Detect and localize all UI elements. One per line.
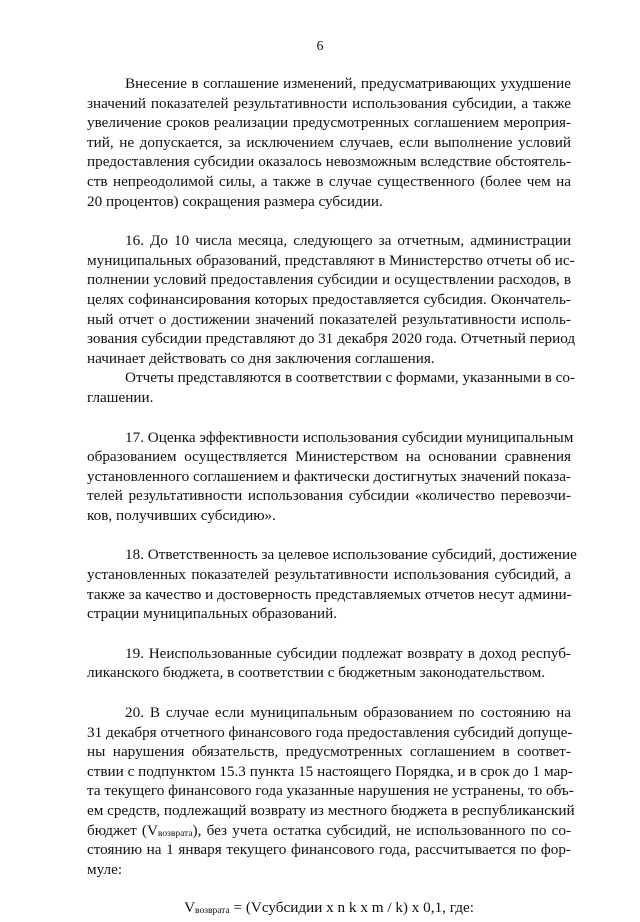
text-line: 19. Неиспользованные субсидии подлежат возврату в доход респуб-	[125, 644, 571, 662]
text-line: образованием осуществляется Министерством на основании сравнения	[87, 448, 571, 466]
text-line: зования субсидии представляют до 31 декабря 2020 года. Отчетный период	[87, 330, 576, 348]
text-line: глашении.	[87, 388, 154, 406]
text-line: значений показателей результативности использования субсидии, а также	[87, 94, 571, 112]
paragraph-19	[87, 644, 571, 683]
text-line: 20 процентов) сокращения размера субсидии.	[87, 192, 383, 210]
paragraph-16	[87, 231, 576, 368]
text-line: страции муниципальных образований.	[87, 605, 338, 623]
text-line: полнении условий предоставления субсидии и осуществлении расходов, в	[87, 271, 571, 289]
text-line: телей результативности использования субсидии «количество перевозчи-	[87, 487, 571, 505]
text-line: 31 декабря отчетного финансового года предоставления субсидий допуще-	[87, 723, 573, 741]
formula-expression: = (Vсубсидии x n k x m / k) x 0,1, где:	[229, 899, 474, 917]
paragraph-20	[87, 703, 575, 879]
text-line: ствии с подпунктом 15.3 пункта 15 настоящего Порядка, и в срок до 1 мар-	[87, 762, 573, 780]
subscript: возврата	[157, 828, 193, 839]
text-line: установленного соглашением и фактически достигнутых значений показа-	[87, 467, 571, 485]
text-line: стоянию на 1 января текущего финансового года, рассчитывается по фор-	[87, 841, 571, 859]
text-line: тий, не допускается, за исключением случаев, если выполнение условий	[87, 133, 571, 151]
formula-symbol: V	[184, 899, 196, 917]
formula	[87, 898, 571, 922]
text-fragment: бюджет (V	[87, 821, 158, 839]
text-line: установленных показателей результативности использования субсидий, а	[87, 566, 571, 584]
text-line: целях софинансирования которых предоставляется субсидия. Окончатель-	[87, 290, 571, 308]
text-line: ств непреодолимой силы, а также в случае существенного (более чем на	[87, 172, 571, 190]
text-line: ем средств, подлежащий возврату из местного бюджета в республиканский	[87, 802, 575, 819]
page-number: 6	[316, 38, 324, 53]
text-line: увеличение сроков реализации предусмотренных соглашением мероприя-	[87, 114, 571, 132]
text-line: Внесение в соглашение изменений, предусматривающих ухудшение	[125, 75, 571, 92]
text-line: ны нарушения обязательств, предусмотренных соглашением в соответ-	[87, 743, 571, 761]
text-line: муниципальных образований, представляют в Министерство отчеты об ис-	[87, 251, 575, 269]
text-line: та текущего финансового года указанные нарушения не устранены, то объ-	[87, 782, 574, 800]
text-line: начинает действовать со дня заключения соглашения.	[87, 349, 435, 367]
text-line: 16. До 10 числа месяца, следующего за отчетным, администрации	[125, 232, 571, 250]
text-line: ный отчет о достижении значений показателей результативности исполь-	[87, 310, 571, 328]
paragraph-reports	[87, 368, 576, 407]
text-line: 18. Ответственность за целевое использование субсидий, достижение	[125, 546, 577, 564]
text-line: муле:	[87, 860, 123, 878]
document-body	[87, 74, 577, 922]
text-line: 20. В случае если муниципальным образованием по состоянию на	[125, 704, 571, 722]
text-line-with-subscript	[87, 821, 571, 841]
paragraph-amendments	[87, 74, 571, 211]
text-line: ков, получивших субсидию».	[87, 506, 276, 524]
text-line: 17. Оценка эффективности использования субсидии муниципальным	[125, 428, 574, 446]
paragraph-18	[87, 545, 577, 623]
text-fragment: ), без учета остатка субсидий, не использованного по со-	[192, 821, 571, 839]
paragraph-17	[87, 428, 574, 526]
text-line: ликанского бюджета, в соответствии с бюджетным законодательством.	[87, 664, 546, 682]
text-line: также за качество и достоверность представляемых отчетов несут админи-	[87, 585, 572, 603]
formula-subscript: возврата	[195, 906, 230, 917]
text-line: Отчеты представляются в соответствии с формами, указанными в со-	[125, 369, 576, 387]
text-line: предоставления субсидии оказалось невозможным вследствие обстоятель-	[87, 153, 571, 171]
